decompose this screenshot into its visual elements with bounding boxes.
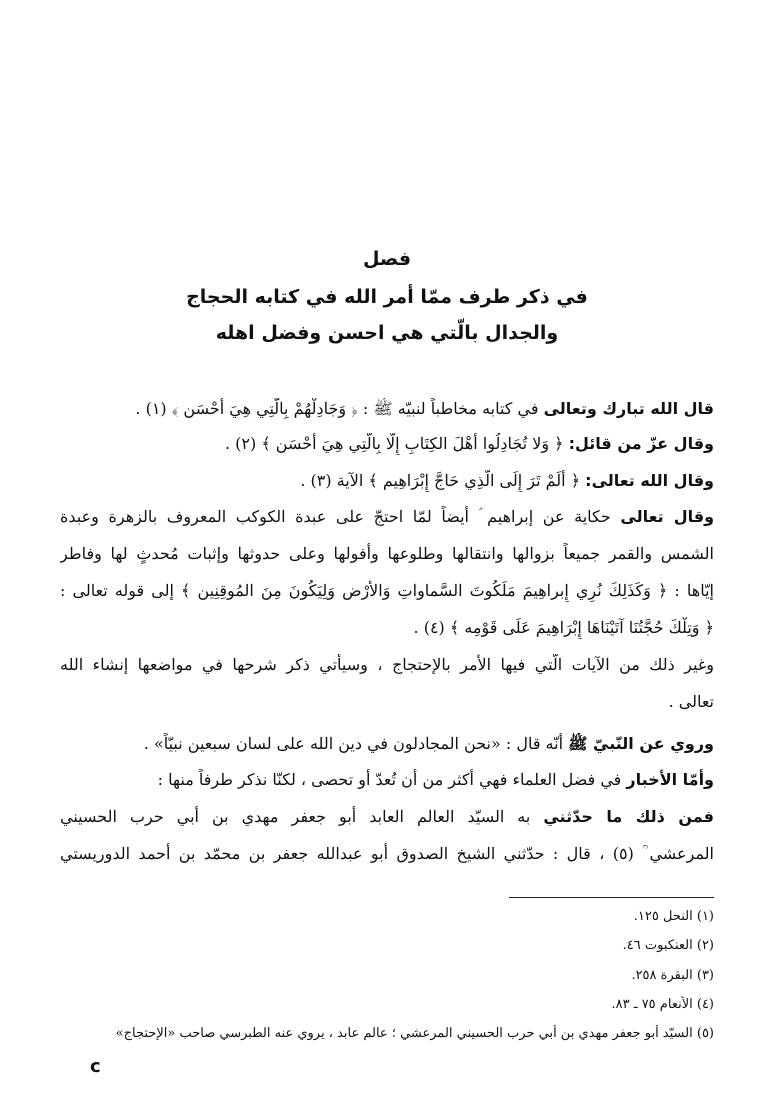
paragraph-7-lead: وأمّا الأخبار	[626, 770, 714, 789]
paragraph-4-line-4: ﴿ وَتِلْكَ حُجَّتُنَا آتَيْنَاهَا إِبْرَاهِيمَ عَلَى قَوْمِه ﴾ (٤) .	[413, 618, 714, 637]
paragraph-2-lead: وقال عزّ من قائل:	[568, 434, 714, 453]
paragraph-6-lead: وروي عن النّبيّ ﷺ	[568, 734, 714, 753]
footnote-2: (٢) العنكبوت ٤٦.	[622, 938, 714, 953]
paragraph-4-line-3: إيّاها : ﴿ وَكَذَلِكَ نُرِي إِبراهِيمَ مَلَكُوتَ السَّماواتِ وَالأَرْضِ وَلِيَكُونَ مِنَ المُوقِنِين ﴾ إلى قوله تعالى :	[60, 581, 714, 600]
paragraph-4-text: حكاية عن إبراهيم ؑ أيضاً لمّا احتجّ على عبدة الكوكب المعروف بالزهرة وعبدة	[60, 507, 611, 526]
paragraph-5-line-1: وغير ذلك من الآيات الّتي فيها الأمر بالإحتجاج ، وسيأتي ذكر شرحها في مواضعها إنشاء الله	[60, 655, 714, 674]
footnote-divider	[509, 897, 714, 898]
paragraph-4-lead: وقال تعالى	[620, 507, 714, 526]
paragraph-2	[60, 433, 714, 455]
footnote-5: (٥) السيّد أبو جعفر مهدي بن أبي حرب الحسيني المرعشي ؛ عالم عابد ، يروي عنه الطبرسي صاحب «الإحتجاج»	[115, 1026, 714, 1041]
footnote-3: (٣) البقرة ٢٥٨.	[631, 968, 714, 983]
paragraph-3-lead: وقال الله تعالى:	[585, 471, 714, 490]
paragraph-7	[60, 769, 714, 791]
paragraph-7-text: في فضل العلماء فهي أكثر من أن تُعدّ أو تحصى ، لكنّا نذكر طرفاً منها :	[157, 770, 622, 789]
paragraph-8-text: به السيّد العالم العابد أبو جعفر مهدي بن أبي حرب الحسيني	[60, 807, 531, 826]
page-continuation-mark: c	[90, 1056, 101, 1077]
paragraph-5-line-2: تعالى .	[668, 692, 714, 711]
footnote-4: (٤) الأنعام ٧٥ ـ ٨٣.	[611, 997, 714, 1012]
section-subtitle-2: والجدال بالّتي هي احسن وفضل اهله	[215, 322, 559, 344]
paragraph-4-line-2: الشمس والقمر جميعاً بزوالها وانتقالها وطلوعها وأُفولها وعلى حدوثها وإثبات مُحدثٍ لها وفاطر	[60, 544, 714, 563]
paragraph-8-line-1	[60, 806, 714, 828]
paragraph-1-lead: قال الله تبارك وتعالى	[543, 399, 714, 418]
section-title: فصل	[362, 248, 412, 270]
section-subtitle-1: في ذكر طرف ممّا أمر الله في كتابه الحجاج	[186, 286, 588, 308]
paragraph-6-text: أنّه قال : «نحن المجادلون في دين الله على لسان سبعين نبيّاً» .	[143, 734, 564, 753]
paragraph-6	[60, 733, 714, 755]
paragraph-1	[60, 398, 714, 420]
paragraph-2-text: ﴿ وَلا تُجَادِلُوا أَهْلَ الكِتَابِ إِلّا بِالَّتِي هِيَ أَحْسَن ﴾ (٢) .	[225, 434, 564, 453]
paragraph-3-text: ﴿ أَلَمْ تَرَ إِلَى الَّذِي حَاجَّ إِبْرَاهِيم ﴾ الآية (٣) .	[300, 471, 581, 490]
paragraph-3	[60, 470, 714, 492]
paragraph-4-line-1	[60, 506, 714, 528]
footnote-1: (١) النحل ١٢٥.	[633, 909, 714, 924]
paragraph-8-lead: فمن ذلك ما حدّثني	[543, 807, 714, 826]
paragraph-8-line-2: المرعشي ؒ (٥) ، قال : حدّثني الشيخ الصدوق أبو عبدالله جعفر بن محمّد بن أحمد الدوريستي	[60, 844, 714, 863]
paragraph-1-text: في كتابه مخاطباً لنبيّه ﷺ : ﴿ وَجَادِلْهُمْ بِالَّتِي هِيَ أَحْسَن ﴾ (١) .	[135, 399, 539, 418]
